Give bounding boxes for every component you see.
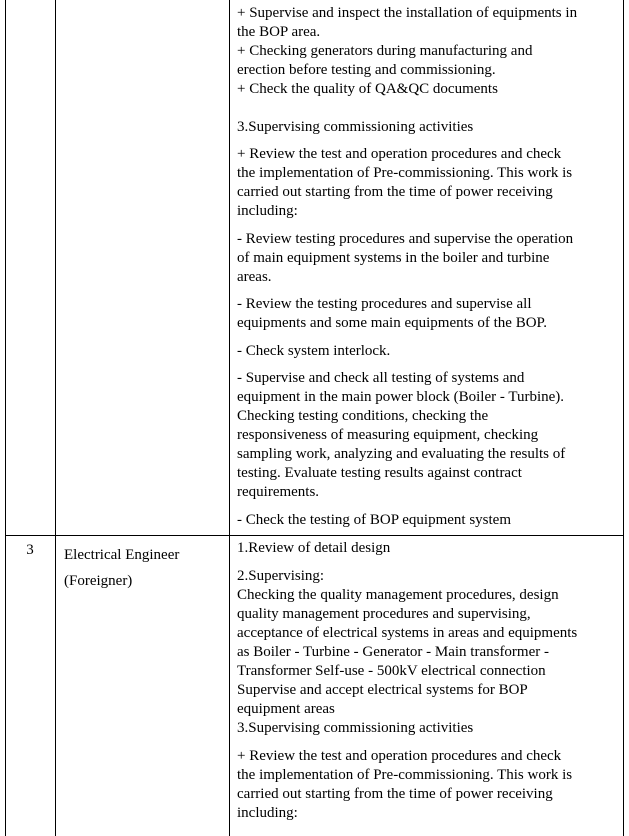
column-divider-number — [55, 0, 56, 836]
duty-line: + Review the test and operation procedures and check — [237, 146, 562, 162]
section-heading: 3.Supervising commissioning activities — [237, 720, 474, 736]
duty-line: of main equipment systems in the boiler and turbine — [237, 250, 550, 266]
duty-line: equipments and some main equipments of the BOP. — [237, 315, 547, 331]
duty-line: equipment in the main power block (Boiler - Turbine). — [237, 389, 565, 405]
section-heading: 2.Supervising: — [237, 568, 325, 584]
table-right-border — [623, 0, 624, 836]
duty-line: carried out starting from the time of power receiving — [237, 786, 553, 802]
duty-line: equipment areas — [237, 701, 335, 717]
duty-line: as Boiler - Turbine - Generator - Main transformer - — [237, 644, 549, 660]
duty-line: + Review the test and operation procedures and check — [237, 748, 562, 764]
duty-line: + Checking generators during manufacturing and — [237, 43, 533, 59]
column-divider-position — [229, 0, 230, 836]
row-divider — [5, 535, 624, 536]
duty-line: Transformer Self-use - 500kV electrical connection — [237, 663, 546, 679]
duty-line: including: — [237, 805, 298, 821]
duty-line: responsiveness of measuring equipment, checking — [237, 427, 539, 443]
duty-line: Supervise and accept electrical systems for BOP — [237, 682, 528, 698]
duty-line: - Supervise and check all testing of systems and — [237, 370, 525, 386]
duty-line: acceptance of electrical systems in areas and equipments — [237, 625, 578, 641]
duty-line: quality management procedures and supervising, — [237, 606, 531, 622]
duty-line: areas. — [237, 269, 272, 285]
duty-line: including: — [237, 203, 298, 219]
duty-line: sampling work, analyzing and evaluating the results of — [237, 446, 566, 462]
duty-line: the implementation of Pre-commissioning. This work is — [237, 767, 573, 783]
duty-line: - Check system interlock. — [237, 343, 391, 359]
duty-line: + Supervise and inspect the installation of equipments in — [237, 5, 578, 21]
table-left-border — [5, 0, 6, 836]
duty-line: testing. Evaluate testing results against contract — [237, 465, 522, 481]
duty-line: the BOP area. — [237, 24, 321, 40]
section-heading: 1.Review of detail design — [237, 540, 391, 556]
section-heading: 3.Supervising commissioning activities — [237, 119, 474, 135]
duty-line: - Review testing procedures and supervise the operation — [237, 231, 574, 247]
duty-line: Checking the quality management procedures, design — [237, 587, 559, 603]
duty-line: - Check the testing of BOP equipment system — [237, 512, 511, 528]
duty-line: Checking testing conditions, checking the — [237, 408, 489, 424]
duty-line: - Review the testing procedures and supervise all — [237, 296, 532, 312]
position-title: Electrical Engineer — [64, 547, 180, 563]
duty-line: the implementation of Pre-commissioning. This work is — [237, 165, 573, 181]
duty-line: requirements. — [237, 484, 320, 500]
row-number: 3 — [26, 542, 34, 558]
duty-line: + Check the quality of QA&QC documents — [237, 81, 498, 97]
position-note: (Foreigner) — [64, 573, 133, 589]
duty-line: erection before testing and commissioning. — [237, 62, 496, 78]
duty-line: carried out starting from the time of power receiving — [237, 184, 553, 200]
